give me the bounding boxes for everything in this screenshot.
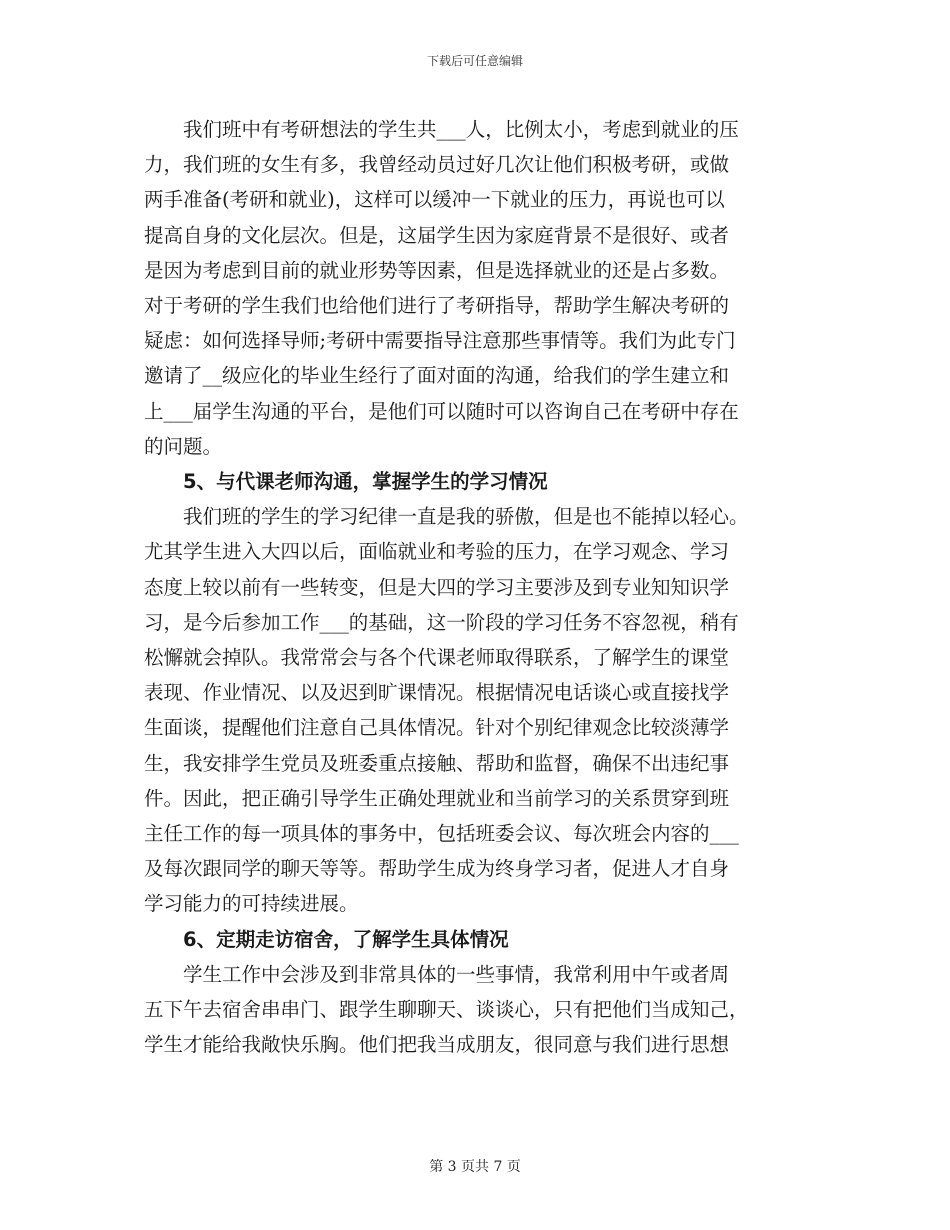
- text-line: 学习能力的可持续进展。: [144, 892, 359, 916]
- text-line: 力，我们班的女生有多，我曾经动员过好几次让他们积极考研，或做: [144, 153, 730, 177]
- text-line: 两手准备(考研和就业)，这样可以缓冲一下就业的压力，再说也可以: [144, 188, 725, 212]
- paragraph-dorm-visits: [144, 957, 806, 1063]
- paragraph-graduate-exam: [144, 112, 806, 464]
- text-line: 对于考研的学生我们也给他们进行了考研指导，帮助学生解决考研的: [144, 294, 730, 318]
- page-footer: 第 3 页共 7 页: [429, 1159, 521, 1175]
- text-line: 松懈就会掉队。我常常会与各个代课老师取得联系，了解学生的课堂: [144, 646, 730, 670]
- text-line: 上___届学生沟通的平台，是他们可以随时可以咨询自己在考研中存在: [144, 399, 739, 423]
- text-line: 疑虑：如何选择导师;考研中需要指导注意那些事情等。我们为此专门: [144, 329, 736, 353]
- paragraph-teacher-communication: [144, 499, 806, 921]
- text-line: 主任工作的每一项具体的事务中，包括班委会议、每次班会内容的___: [144, 822, 739, 846]
- document-body: [144, 112, 806, 1062]
- text-line: 学生工作中会涉及到非常具体的一些事情，我常利用中午或者周: [183, 962, 730, 986]
- text-line: 我们班的学生的学习纪律一直是我的骄傲，但是也不能掉以轻心。: [183, 505, 749, 529]
- text-line: 学生才能给我敞快乐胸。他们把我当成朋友，很同意与我们进行思想: [144, 1033, 730, 1057]
- text-line: 提高自身的文化层次。但是，这届学生因为家庭背景不是很好、或者: [144, 223, 730, 247]
- section-heading-5: 5、与代课老师沟通，掌握学生的学习情况: [183, 470, 548, 494]
- text-line: 的问题。: [144, 434, 223, 458]
- text-line: 件。因此，把正确引导学生正确处理就业和当前学习的关系贯穿到班: [144, 786, 730, 810]
- text-line: 邀请了__级应化的毕业生经行了面对面的沟通，给我们的学生建立和: [144, 364, 730, 388]
- text-line: 是因为考虑到目前的就业形势等因素，但是选择就业的还是占多数。: [144, 258, 730, 282]
- text-line: 生面谈，提醒他们注意自己具体情况。针对个别纪律观念比较淡薄学: [144, 716, 730, 740]
- text-line: 态度上较以前有一些转变，但是大四的学习主要涉及到专业知知识学: [144, 575, 730, 599]
- section-heading-6: 6、定期走访宿舍，了解学生具体情况: [183, 927, 509, 951]
- text-line: 表现、作业情况、以及迟到旷课情况。根据情况电话谈心或直接找学: [144, 681, 730, 705]
- page-header: 下载后可任意编辑: [426, 54, 523, 68]
- text-line: 尤其学生进入大四以后，面临就业和考验的压力，在学习观念、学习: [144, 540, 730, 564]
- text-line: 习，是今后参加工作___的基础，这一阶段的学习任务不容忽视，稍有: [144, 610, 739, 634]
- text-line: 五下午去宿舍串串门、跟学生聊聊天、谈谈心，只有把他们当成知己，: [144, 998, 749, 1022]
- text-line: 及每次跟同学的聊天等等。帮助学生成为终身学习者，促进人才自身: [144, 857, 730, 881]
- text-line: 生，我安排学生党员及班委重点接触、帮助和监督，确保不出违纪事: [144, 751, 730, 775]
- text-line: 我们班中有考研想法的学生共___人，比例太小，考虑到就业的压: [183, 118, 739, 141]
